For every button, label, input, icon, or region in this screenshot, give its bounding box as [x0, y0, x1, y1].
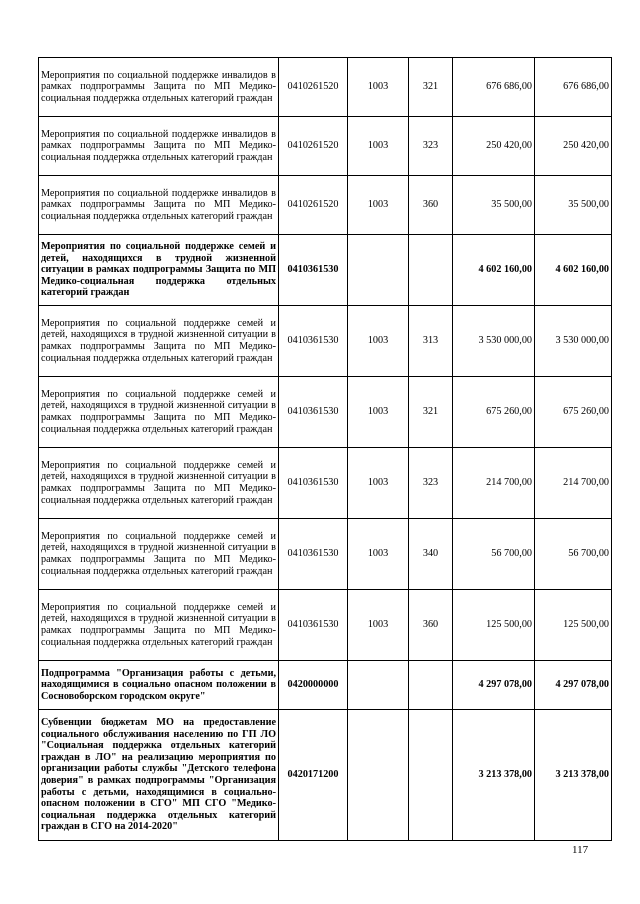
row-amount-1: 125 500,00 — [453, 590, 535, 661]
row-target-code: 0410261520 — [279, 58, 348, 117]
row-amount-2: 4 297 078,00 — [535, 661, 612, 710]
row-expense-type — [409, 661, 453, 710]
table-row — [39, 448, 612, 519]
table-row — [39, 235, 612, 306]
row-amount-1: 676 686,00 — [453, 58, 535, 117]
row-amount-2: 125 500,00 — [535, 590, 612, 661]
row-amount-2: 3 530 000,00 — [535, 306, 612, 377]
row-section-code: 1003 — [348, 176, 409, 235]
row-amount-2: 3 213 378,00 — [535, 710, 612, 841]
row-target-code: 0420171200 — [279, 710, 348, 841]
row-description: Субвенции бюджетам МО на предоставление социального обслуживания населению по ГП ЛО "Социальная поддержка отдельных категорий граждан в ЛО" на реализацию мероприятия по организации работы службы "Детского телефона доверия" в рамках подпрограммы "Организация работы с детьми, находящимися в социально-опасном положении в СГО" МП СГО "Медико-социальная поддержка отдельных категорий граждан в СГО на 2014-2020" — [39, 710, 279, 841]
row-description: Мероприятия по социальной поддержке семей и детей, находящихся в трудной жизненной ситуации в рамках подпрограммы Защита по МП Медико-социальная поддержка отдельных категорий граждан — [39, 306, 279, 377]
row-description: Мероприятия по социальной поддержке семей и детей, находящихся в трудной жизненной ситуации в рамках подпрограммы Защита по МП Медико-социальная поддержка отдельных категорий граждан — [39, 448, 279, 519]
row-description: Мероприятия по социальной поддержке инвалидов в рамках подпрограммы Защита по МП Медико-социальная поддержка отдельных категорий граждан — [39, 58, 279, 117]
row-amount-2: 675 260,00 — [535, 377, 612, 448]
row-description: Мероприятия по социальной поддержке семей и детей, находящихся в трудной жизненной ситуации в рамках подпрограммы Защита по МП Медико-социальная поддержка отдельных категорий граждан — [39, 590, 279, 661]
row-section-code — [348, 710, 409, 841]
row-amount-1: 35 500,00 — [453, 176, 535, 235]
row-description: Подпрограмма "Организация работы с детьми, находящимися в социально опасном положении в Сосновоборском городском округе" — [39, 661, 279, 710]
row-amount-1: 3 530 000,00 — [453, 306, 535, 377]
row-amount-1: 4 602 160,00 — [453, 235, 535, 306]
row-target-code: 0410361530 — [279, 519, 348, 590]
row-target-code: 0410261520 — [279, 117, 348, 176]
row-section-code: 1003 — [348, 117, 409, 176]
row-expense-type — [409, 710, 453, 841]
row-amount-2: 4 602 160,00 — [535, 235, 612, 306]
row-expense-type: 323 — [409, 448, 453, 519]
row-target-code: 0420000000 — [279, 661, 348, 710]
row-amount-2: 56 700,00 — [535, 519, 612, 590]
row-expense-type — [409, 235, 453, 306]
row-section-code: 1003 — [348, 377, 409, 448]
page-number: 117 — [572, 844, 589, 856]
row-amount-2: 250 420,00 — [535, 117, 612, 176]
table-row — [39, 590, 612, 661]
row-amount-2: 676 686,00 — [535, 58, 612, 117]
row-amount-2: 35 500,00 — [535, 176, 612, 235]
row-description: Мероприятия по социальной поддержке семей и детей, находящихся в трудной жизненной ситуации в рамках подпрограммы Защита по МП Медико-социальная поддержка отдельных категорий граждан — [39, 235, 279, 306]
row-description: Мероприятия по социальной поддержке инвалидов в рамках подпрограммы Защита по МП Медико-социальная поддержка отдельных категорий граждан — [39, 117, 279, 176]
row-amount-1: 3 213 378,00 — [453, 710, 535, 841]
row-section-code: 1003 — [348, 306, 409, 377]
row-target-code: 0410361530 — [279, 377, 348, 448]
row-amount-1: 214 700,00 — [453, 448, 535, 519]
row-amount-1: 675 260,00 — [453, 377, 535, 448]
row-amount-1: 250 420,00 — [453, 117, 535, 176]
row-section-code: 1003 — [348, 590, 409, 661]
row-description: Мероприятия по социальной поддержке семей и детей, находящихся в трудной жизненной ситуации в рамках подпрограммы Защита по МП Медико-социальная поддержка отдельных категорий граждан — [39, 377, 279, 448]
row-amount-2: 214 700,00 — [535, 448, 612, 519]
budget-table — [38, 57, 612, 841]
table-row — [39, 710, 612, 841]
table-row — [39, 377, 612, 448]
row-target-code: 0410361530 — [279, 235, 348, 306]
row-expense-type: 321 — [409, 58, 453, 117]
table-row — [39, 519, 612, 590]
table-row — [39, 58, 612, 117]
row-expense-type: 340 — [409, 519, 453, 590]
table-row — [39, 176, 612, 235]
row-section-code — [348, 235, 409, 306]
table-row — [39, 306, 612, 377]
table-row — [39, 661, 612, 710]
row-section-code: 1003 — [348, 58, 409, 117]
row-target-code: 0410361530 — [279, 590, 348, 661]
row-target-code: 0410361530 — [279, 448, 348, 519]
row-section-code: 1003 — [348, 519, 409, 590]
row-amount-1: 56 700,00 — [453, 519, 535, 590]
row-expense-type: 323 — [409, 117, 453, 176]
row-amount-1: 4 297 078,00 — [453, 661, 535, 710]
table-row — [39, 117, 612, 176]
row-description: Мероприятия по социальной поддержке семей и детей, находящихся в трудной жизненной ситуации в рамках подпрограммы Защита по МП Медико-социальная поддержка отдельных категорий граждан — [39, 519, 279, 590]
row-expense-type: 321 — [409, 377, 453, 448]
row-expense-type: 360 — [409, 590, 453, 661]
budget-table-body — [39, 58, 612, 841]
row-section-code: 1003 — [348, 448, 409, 519]
row-expense-type: 360 — [409, 176, 453, 235]
row-section-code — [348, 661, 409, 710]
row-description: Мероприятия по социальной поддержке инвалидов в рамках подпрограммы Защита по МП Медико-социальная поддержка отдельных категорий граждан — [39, 176, 279, 235]
row-target-code: 0410361530 — [279, 306, 348, 377]
row-target-code: 0410261520 — [279, 176, 348, 235]
row-expense-type: 313 — [409, 306, 453, 377]
